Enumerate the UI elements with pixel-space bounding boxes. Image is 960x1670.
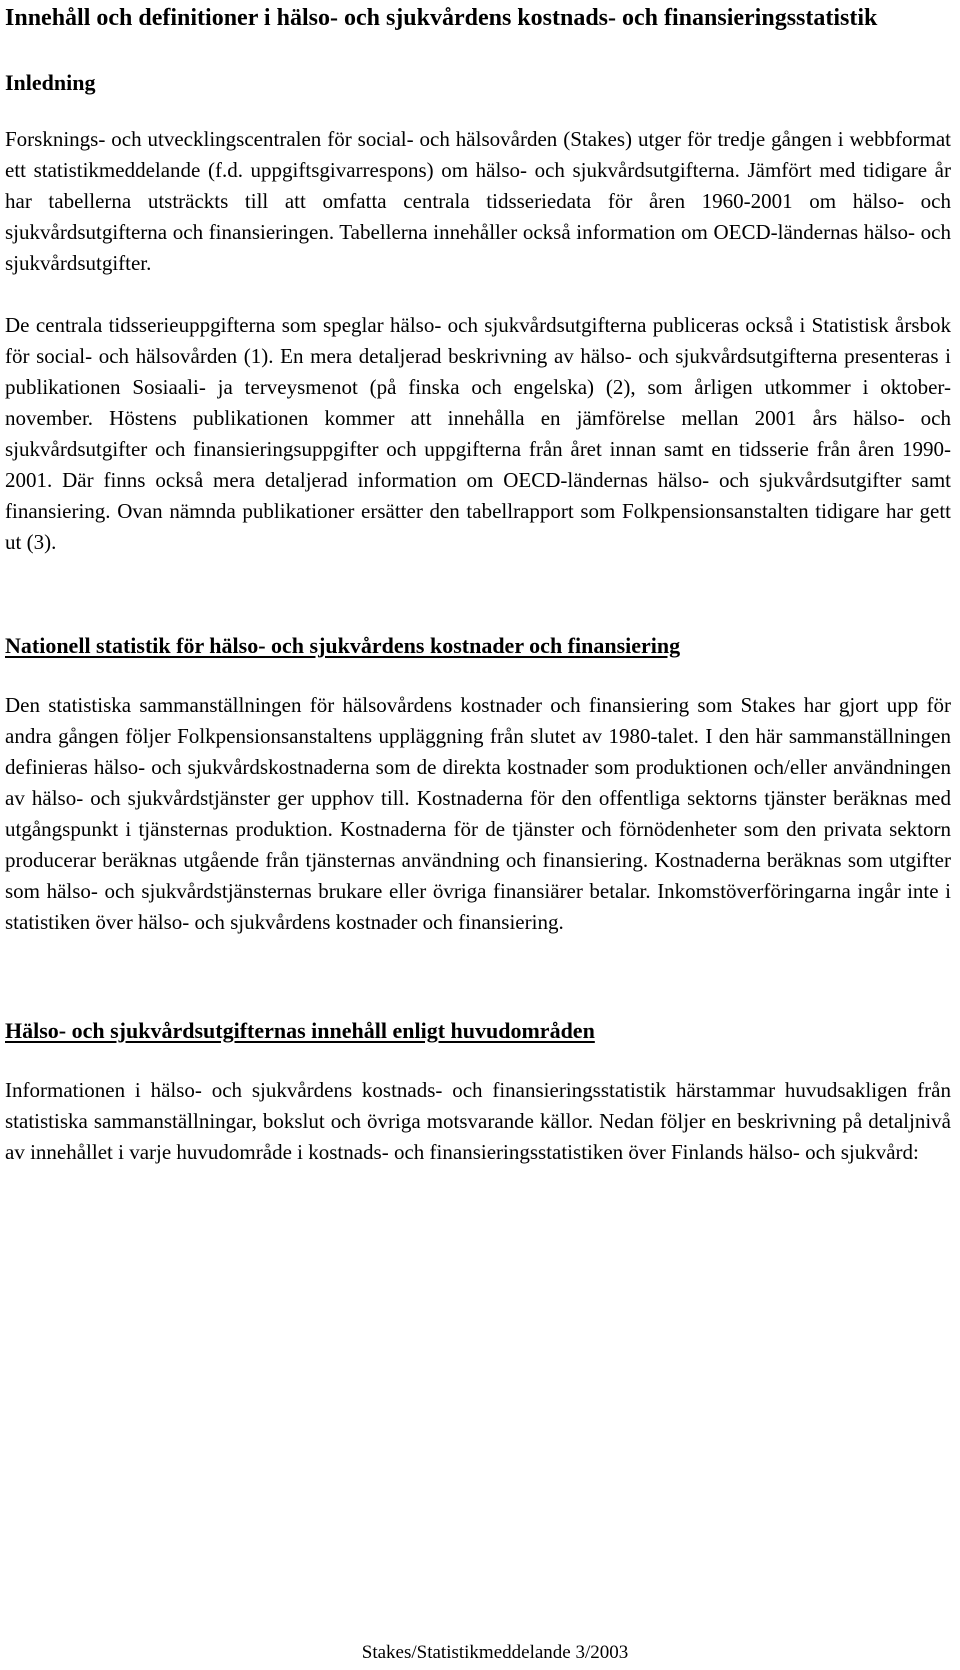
paragraph-national-statistics: Den statistiska sammanställningen för hälsovårdens kostnader och finansiering som Stakes har gjort upp för andra gången följer Folkpensionsanstaltens uppläggning från slutet av 1980-talet. I den här sammanställningen definieras hälso- och sjukvårdskostnaderna som de direkta kostnader som produktionen och/eller användningen av hälso- och sjukvårdstjänster ger upphov till. Kostnaderna för den offentliga sektorns tjänster beräknas med utgångspunkt i tjänsternas produktion. Kostnaderna för de tjänster och förnödenheter som den privata sektorn producerar beräknas utgående från tjänsternas användning och finansiering. Kostnaderna beräknas som utgifter som hälso- och sjukvårdstjänsternas brukare eller övriga finansiärer betalar. Inkomstöverföringarna ingår inte i statistiken över hälso- och sjukvårdens kostnader och finansiering. — [5, 693, 951, 934]
document-page — [5, 0, 951, 1168]
section-heading-national-statistics: Nationell statistik för hälso- och sjukvårdens kostnader och finansiering — [5, 633, 681, 658]
page-footer: Stakes/Statistikmeddelande 3/2003 — [361, 1642, 629, 1663]
document-title: Innehåll och definitioner i hälso- och sjukvårdens kostnads- och finansieringsstatistik — [5, 5, 878, 31]
paragraph-main-areas: Informationen i hälso- och sjukvårdens kostnads- och finansieringsstatistik härstammar huvudsakligen från statistiska sammanställningar, bokslut och övriga motsvarande källor. Nedan följer en beskrivning på detaljnivå av innehållet i varje huvudområde i kostnads- och finansieringsstatistiken över Finlands hälso- och sjukvård: — [5, 1078, 951, 1164]
section-heading-main-areas: Hälso- och sjukvårdsutgifternas innehåll enligt huvudområden — [5, 1018, 595, 1043]
section-national-statistics — [5, 631, 951, 938]
section-intro — [5, 68, 951, 558]
section-main-areas — [5, 1016, 951, 1168]
paragraph-intro-2: De centrala tidsserieuppgifterna som speglar hälso- och sjukvårdsutgifterna publiceras också i Statistisk årsbok för social- och hälsovården (1). En mera detaljerad beskrivning av hälso- och sjukvårdsutgifterna presenteras i publikationen Sosiaali- ja terveysmenot (på finska och engelska) (2), som årligen utkommer i oktober-november. Höstens publikationen kommer att innehålla en jämförelse mellan 2001 års hälso- och sjukvårdsutgifter och finansieringsuppgifter och uppgifterna från året innan samt en tidsserie från åren 1990-2001. Där finns också mera detaljerad information om OECD-ländernas hälso- och sjukvårdsutgifter samt finansiering. Ovan nämnda publikationer ersätter den tabellrapport som Folkpensionsanstalten tidigare har gett ut (3). — [5, 313, 951, 554]
section-heading-intro: Inledning — [5, 70, 96, 95]
paragraph-intro-1: Forsknings- och utvecklingscentralen för social- och hälsovården (Stakes) utger för tredje gången i webbformat ett statistikmeddelande (f.d. uppgiftsgivarrespons) om hälso- och sjukvårdsutgifterna. Jämfört med tidigare år har tabellerna utsträckts till att omfatta centrala tidsseriedata för åren 1960-2001 om hälso- och sjukvårdsutgifterna och finansieringen. Tabellerna innehåller också information om OECD-ländernas hälso- och sjukvårdsutgifter. — [5, 127, 951, 275]
